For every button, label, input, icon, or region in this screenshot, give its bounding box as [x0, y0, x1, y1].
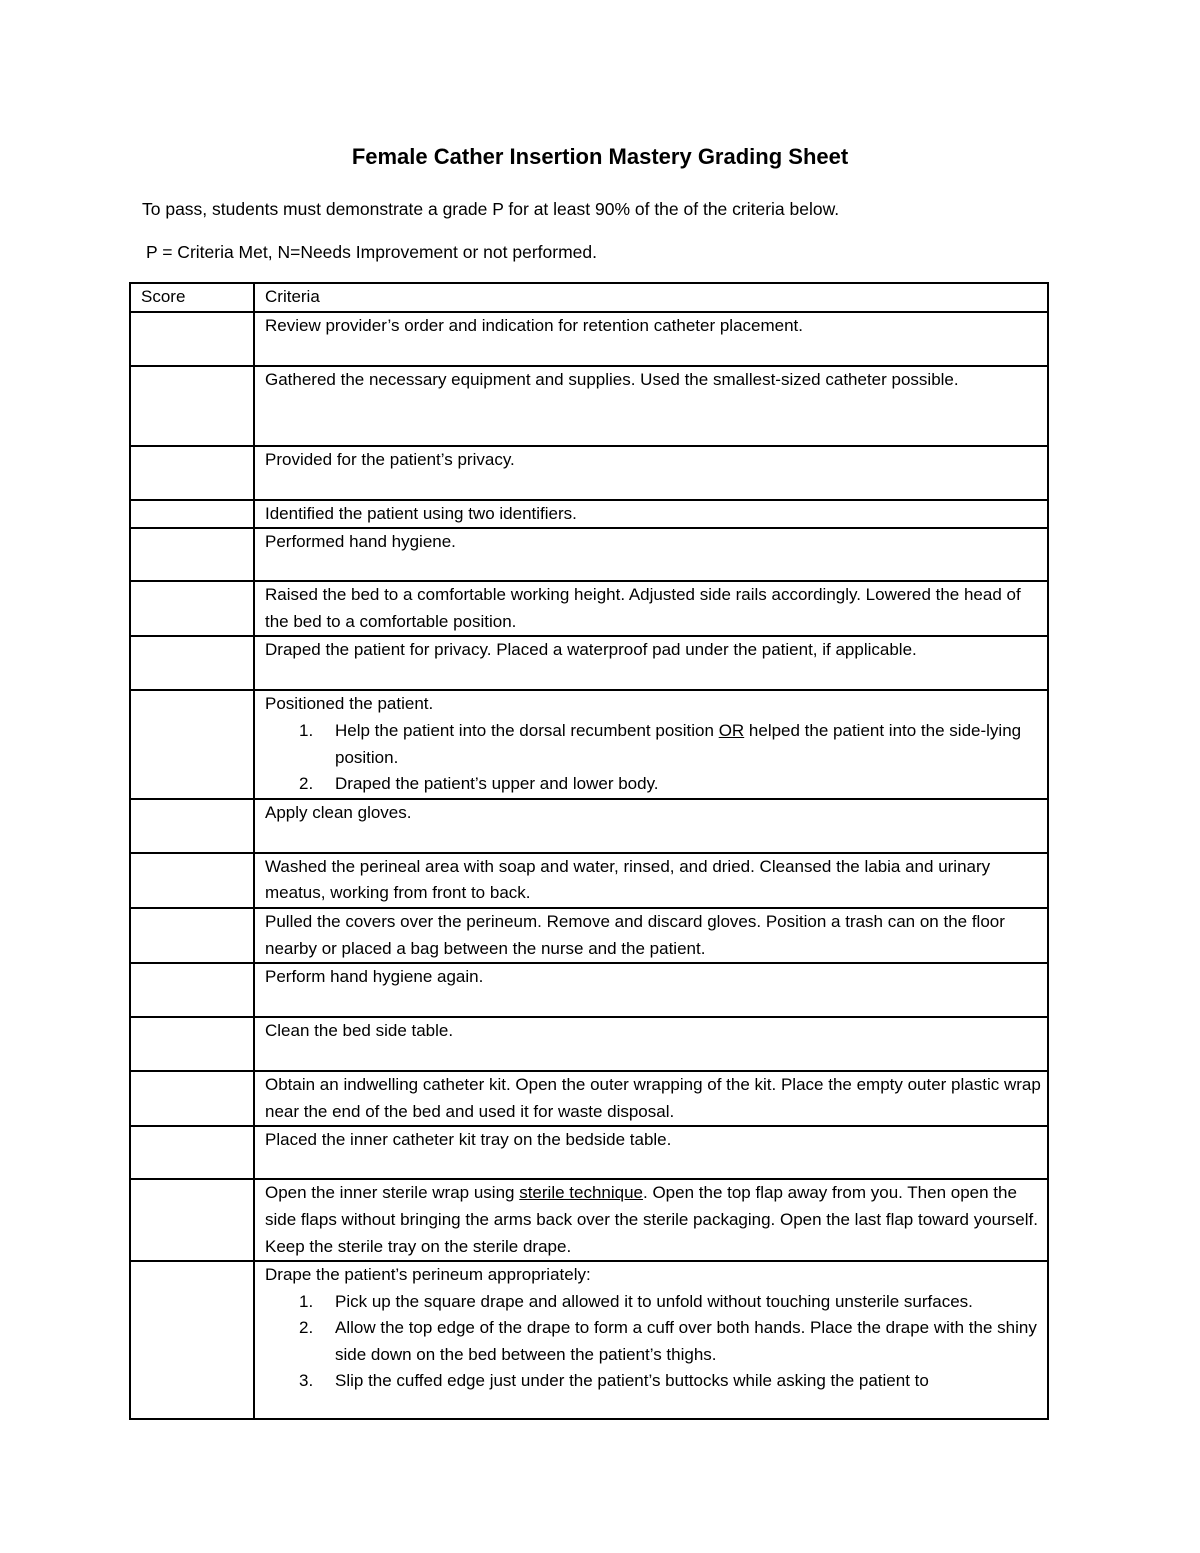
- score-cell[interactable]: [130, 1126, 254, 1179]
- table-row: [130, 446, 1048, 500]
- table-row: [130, 963, 1048, 1017]
- table-row: [130, 908, 1048, 963]
- table-row: [130, 528, 1048, 581]
- score-cell[interactable]: [130, 1179, 254, 1261]
- table-row: [130, 853, 1048, 908]
- table-row: [130, 366, 1048, 446]
- table-row: [130, 581, 1048, 636]
- criteria-text: Review provider’s order and indication for retention catheter placement.: [265, 315, 803, 335]
- criteria-text: Pulled the covers over the perineum. Remove and discard gloves. Position a trash can on the floor nearby or placed a bag between the nurse and the patient.: [265, 911, 1005, 958]
- criteria-cell: [254, 1261, 1048, 1419]
- criteria-cell: [254, 500, 1048, 529]
- step-number: 2.: [299, 1318, 314, 1338]
- page-title: Female Cather Insertion Mastery Grading Sheet: [351, 144, 849, 169]
- score-cell[interactable]: [130, 366, 254, 446]
- criteria-cell: [254, 799, 1048, 853]
- criteria-cell: [254, 366, 1048, 446]
- table-row: [130, 1071, 1048, 1126]
- criteria-text: Obtain an indwelling catheter kit. Open the outer wrapping of the kit. Place the empty outer plastic wrap near the end of the bed and used it for waste disposal.: [265, 1075, 1041, 1121]
- score-cell[interactable]: [130, 636, 254, 690]
- step-text: Allow the top edge of the drape to form a cuff over both hands. Place the drape with the shiny side down on the bed between the patient’s thighs.: [335, 1318, 1037, 1364]
- criteria-cell: [254, 963, 1048, 1017]
- score-cell[interactable]: [130, 908, 254, 963]
- step-number: 1.: [299, 720, 314, 740]
- table-row: [130, 799, 1048, 853]
- criteria-text: [265, 1180, 1043, 1260]
- list-item: [299, 718, 1043, 771]
- criteria-text: Perform hand hygiene again.: [265, 967, 484, 987]
- step-text: Pick up the square drape and allowed it to unfold without touching unsterile surfaces.: [335, 1291, 973, 1311]
- score-cell[interactable]: [130, 581, 254, 636]
- step-text: Help the patient into the dorsal recumbent position: [335, 720, 719, 740]
- score-cell[interactable]: [130, 1261, 254, 1419]
- score-cell[interactable]: [130, 853, 254, 908]
- criteria-cell: [254, 636, 1048, 690]
- table-row: [130, 1261, 1048, 1419]
- score-cell[interactable]: [130, 500, 254, 529]
- criteria-cell: [254, 1017, 1048, 1071]
- criteria-cell: [254, 581, 1048, 636]
- criteria-text: Positioned the patient.: [265, 694, 434, 714]
- list-item: [299, 1315, 1043, 1368]
- table-row: [130, 1126, 1048, 1179]
- score-cell[interactable]: [130, 528, 254, 581]
- score-cell[interactable]: [130, 963, 254, 1017]
- criteria-cell: [254, 908, 1048, 963]
- sterile-technique-link: sterile technique: [519, 1183, 644, 1203]
- table-row: [130, 690, 1048, 798]
- table-row: [130, 312, 1048, 366]
- table-row: [130, 1017, 1048, 1071]
- criteria-text: Performed hand hygiene.: [265, 532, 456, 552]
- table-row: [130, 636, 1048, 690]
- step-text: Draped the patient’s upper and lower body.: [335, 774, 659, 794]
- criteria-cell: [254, 1126, 1048, 1179]
- score-cell[interactable]: [130, 799, 254, 853]
- criteria-header: Criteria: [254, 283, 1048, 312]
- table-header-row: [130, 283, 1048, 312]
- criteria-text: Drape the patient’s perineum appropriately:: [265, 1265, 591, 1285]
- criteria-cell: [254, 853, 1048, 908]
- list-item: [299, 1289, 1043, 1316]
- criteria-text: Placed the inner catheter kit tray on the bedside table.: [265, 1130, 672, 1150]
- score-cell[interactable]: [130, 1071, 254, 1126]
- table-row: [130, 500, 1048, 529]
- criteria-text: Draped the patient for privacy. Placed a waterproof pad under the patient, if applicable.: [265, 640, 917, 660]
- criteria-cell: [254, 446, 1048, 500]
- step-text-cont: helped the patient into the side-lying position.: [335, 720, 1022, 767]
- criteria-cell: [254, 1071, 1048, 1126]
- score-cell[interactable]: [130, 1017, 254, 1071]
- list-item: [299, 1368, 1043, 1394]
- score-cell[interactable]: [130, 690, 254, 798]
- list-item: [299, 771, 1043, 798]
- step-text: Slip the cuffed edge just under the patient’s buttocks while asking the patient to: [335, 1371, 929, 1391]
- grading-table: [129, 282, 1049, 1420]
- table-row: [130, 1179, 1048, 1261]
- criteria-text: Apply clean gloves.: [265, 802, 412, 822]
- criteria-text-part: . Open the top flap away from you. Then open the side flaps without bringing the arms back over the sterile packaging. Open the last flap toward yourself. Keep the sterile tray on the sterile drape.: [265, 1183, 1038, 1256]
- criteria-cell: [254, 1179, 1048, 1261]
- criteria-cell: [254, 528, 1048, 581]
- score-cell[interactable]: [130, 446, 254, 500]
- pass-requirement-text: To pass, students must demonstrate a grade P for at least 90% of the of the criteria below.: [142, 199, 840, 219]
- step-number: 3.: [299, 1371, 314, 1391]
- step-number: 1.: [299, 1291, 314, 1311]
- step-emphasis: OR: [718, 720, 745, 740]
- score-header: Score: [130, 283, 254, 312]
- criteria-cell: [254, 690, 1048, 798]
- step-list: [265, 718, 1043, 798]
- step-number: 2.: [299, 774, 314, 794]
- step-list: [265, 1289, 1043, 1395]
- score-cell[interactable]: [130, 312, 254, 366]
- criteria-text: Raised the bed to a comfortable working height. Adjusted side rails accordingly. Lowered the head of the bed to a comfortable position.: [265, 585, 1021, 631]
- criteria-text-part: Open the inner sterile wrap using: [265, 1183, 520, 1203]
- grade-legend-text: P = Criteria Met, N=Needs Improvement or not performed.: [146, 242, 597, 262]
- criteria-text: Washed the perineal area with soap and water, rinsed, and dried. Cleansed the labia and urinary meatus, working from front to back.: [265, 856, 991, 903]
- criteria-text: Gathered the necessary equipment and supplies. Used the smallest-sized catheter possible.: [265, 369, 959, 389]
- criteria-text: Identified the patient using two identifiers.: [265, 503, 577, 523]
- criteria-cell: [254, 312, 1048, 366]
- criteria-text: Provided for the patient’s privacy.: [265, 449, 515, 469]
- criteria-text: Clean the bed side table.: [265, 1021, 454, 1041]
